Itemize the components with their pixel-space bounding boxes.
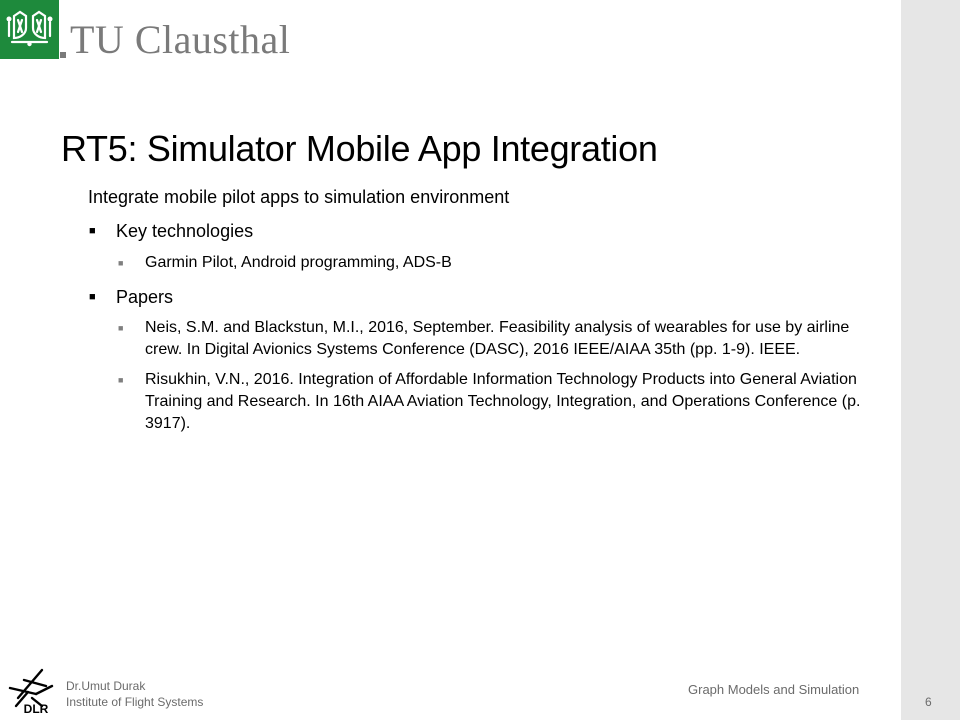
bullet-label: Key technologies — [116, 221, 254, 241]
logo-separator-dot — [60, 52, 66, 58]
sub-bullet-paper-neis — [88, 317, 878, 361]
presenter-name: Dr.Umut Durak — [66, 679, 146, 693]
slide-content — [88, 184, 878, 435]
tu-clausthal-emblem — [0, 0, 59, 59]
footer-title: Graph Models and Simulation — [688, 682, 860, 697]
crest-icon — [0, 0, 59, 59]
bullet-label: Papers — [116, 287, 174, 307]
sub-bullet-text: Garmin Pilot, Android programming, ADS-B — [145, 254, 452, 271]
square-bullet-icon: ■ — [118, 323, 124, 333]
presenter-institute: Institute of Flight Systems — [66, 695, 204, 709]
square-bullet-icon: ■ — [118, 375, 124, 385]
university-name: TU Clausthal — [70, 17, 291, 62]
square-bullet-icon: ■ — [89, 225, 96, 237]
sub-bullet-paper-risukhin — [88, 369, 878, 435]
dlr-logo — [6, 668, 62, 716]
sub-bullet-technologies — [88, 252, 878, 274]
dlr-logo-icon — [6, 668, 62, 716]
sub-bullet-text: Risukhin, V.N., 2016. Integration of Affordable Information Technology Products into General Aviation Training and Research. In 16th AIAA Aviation Technology, Integration, and Operations Conference (p. 3917). — [145, 371, 861, 432]
page-number: 6 — [925, 695, 932, 709]
slide-title: RT5: Simulator Mobile App Integration — [61, 128, 658, 169]
dlr-logo-text: DLR — [23, 702, 49, 716]
intro-text: Integrate mobile pilot apps to simulation environment — [88, 187, 510, 207]
bullet-key-technologies — [88, 218, 878, 244]
bullet-papers — [88, 284, 878, 310]
square-bullet-icon: ■ — [89, 291, 96, 303]
square-bullet-icon: ■ — [118, 258, 124, 268]
sub-bullet-text: Neis, S.M. and Blackstun, M.I., 2016, September. Feasibility analysis of wearables for use by airline crew. In Digital Avionics Systems Conference (DASC), 2016 IEEE/AIAA 35th (pp. 1-9). IEEE. — [145, 319, 850, 358]
presenter-info — [66, 678, 203, 710]
right-side-bar — [901, 0, 960, 720]
